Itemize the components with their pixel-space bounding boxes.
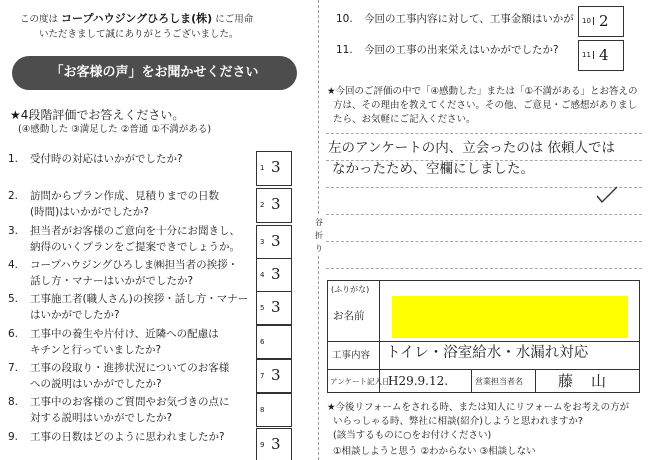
- work-value[interactable]: トイレ・浴室給水・水漏れ対応: [386, 345, 589, 361]
- voice-banner: [12, 56, 297, 90]
- answer-box-number: 11: [582, 51, 594, 59]
- answer-box-number: 4: [260, 271, 265, 279]
- bottom-prompt-options[interactable]: ①相談しようと思う ②わからない ③相談しない: [333, 446, 536, 457]
- answer-box-number: 7: [260, 372, 265, 380]
- question-number: 6.: [8, 328, 19, 340]
- header-company: コープハウジングひろしま(株): [61, 12, 213, 25]
- answer-value: 3: [271, 435, 281, 453]
- header-line2: いただきまして誠にありがとうございました。: [39, 29, 239, 40]
- handwritten-comment-line2[interactable]: なかったため、空欄にしました。: [332, 161, 534, 177]
- answer-box-8[interactable]: [256, 393, 292, 427]
- question-text: 工事施工者(職人さん)の挨拶・話し方・マナー: [30, 293, 249, 305]
- table-divider: [327, 369, 640, 370]
- answer-box-6[interactable]: [256, 325, 292, 359]
- answer-box-4[interactable]: [256, 258, 292, 292]
- answer-box-number: 6: [260, 338, 265, 346]
- fold-mark: 谷 折 り: [315, 218, 323, 253]
- question-number: 8.: [8, 396, 19, 408]
- instructions-title: ★4段階評価でお答えください。: [10, 108, 185, 122]
- bottom-prompt-line1: ★今後リフォームをされる時、または知人にリフォームをお考えの方が: [327, 402, 630, 413]
- comment-prompt-line2: 方は、その理由を教えてください。その他、ご意見・ご感想がありまし: [333, 100, 638, 111]
- answer-box-3[interactable]: [256, 225, 292, 259]
- answer-value: 3: [271, 158, 281, 176]
- date-value[interactable]: H29.9.12.: [388, 374, 449, 388]
- ruled-line: [326, 268, 642, 269]
- work-label: 工事内容: [332, 350, 371, 361]
- answer-box-10[interactable]: [578, 6, 624, 37]
- table-divider: [535, 369, 536, 393]
- answer-box-number: 9: [260, 441, 265, 449]
- banner-title: 「お客様の声」をお聞かせください: [50, 65, 259, 80]
- answer-box-number: 8: [260, 406, 265, 414]
- ruled-line: [326, 241, 642, 242]
- answer-value: 3: [271, 366, 281, 384]
- question-text: 工事中の養生や片付け、近隣への配慮は: [30, 328, 219, 340]
- answer-box-number: 5: [260, 304, 265, 312]
- answer-value: 2: [599, 12, 609, 30]
- question-11-text: 今回の工事の出来栄えはいかがでしたか?: [364, 44, 559, 56]
- comment-prompt-line3: たら、お気軽にご記入ください。: [333, 114, 476, 125]
- question-text-2: (時間)はいかがでしたか?: [30, 206, 149, 218]
- answer-box-1[interactable]: [256, 151, 292, 186]
- answer-box-number: 2: [260, 201, 265, 209]
- header-line1: [20, 13, 253, 25]
- comment-prompt-line1: ★今回のご評価の中で「④感動した」または「①不満がある」とお答えの: [327, 86, 638, 97]
- question-10-number: 10.: [336, 13, 353, 25]
- question-text: 担当者がお客様のご意向を十分にお聞きし、: [30, 225, 240, 237]
- question-text-2: 話し方・マナーはいかがでしたか?: [30, 275, 194, 287]
- answer-box-number: 3: [260, 238, 265, 246]
- header-line1-post: にご用命: [215, 14, 254, 25]
- bottom-prompt-line3: (該当するものに○をお付けください): [333, 430, 492, 441]
- checkmark-icon: [594, 184, 620, 206]
- question-text-2: 納得のいくプランをご提案できでしょうか。: [30, 241, 240, 253]
- question-number: 7.: [8, 362, 19, 374]
- question-text: コープハウジングひろしま㈱担当者の挨拶・: [30, 259, 239, 271]
- bottom-prompt-line2: いらっしゃる時、弊社に相談(紹介)しようと思われますか?: [333, 416, 583, 427]
- answer-box-9[interactable]: [256, 428, 292, 460]
- answer-value: 3: [271, 298, 281, 316]
- question-number: 4.: [8, 259, 19, 271]
- question-text: 工事の日数はどのように思われましたか?: [30, 431, 225, 443]
- answer-box-5[interactable]: [256, 291, 292, 325]
- staff-value[interactable]: 藤山: [558, 372, 625, 390]
- date-label: アンケート記入日: [330, 377, 390, 386]
- question-text-2: キチンと行っていましたか?: [30, 344, 162, 356]
- question-number: 1.: [8, 153, 19, 165]
- question-number: 9.: [8, 431, 19, 443]
- question-10-text: 今回の工事内容に対して、工事金額はいかが: [364, 13, 574, 25]
- question-text: 工事の段取り・進捗状況についてのお客様: [30, 362, 230, 374]
- name-label: お名前: [333, 310, 365, 322]
- table-divider: [471, 369, 472, 393]
- answer-value: 3: [271, 195, 281, 213]
- question-11-number: 11.: [336, 44, 353, 56]
- question-number: 5.: [8, 293, 19, 305]
- furigana-label: (ふりがな): [331, 285, 370, 294]
- answer-value: 3: [271, 232, 281, 250]
- question-text: 工事中のお客様のご質問やお気づきの点に: [30, 396, 230, 408]
- question-text: 受付時の対応はいかがでしたか?: [30, 153, 183, 165]
- answer-value: 3: [271, 265, 281, 283]
- answer-box-11[interactable]: [578, 40, 624, 71]
- answer-box-number: 10: [582, 17, 594, 25]
- instructions-scale: (④感動した ③満足した ②普通 ①不満がある): [18, 124, 212, 135]
- question-number: 3.: [8, 225, 19, 237]
- question-text-2: への説明はいかがでしたか?: [30, 378, 162, 390]
- ruled-line: [326, 133, 642, 134]
- answer-box-number: 1: [260, 164, 265, 172]
- question-number: 2.: [8, 190, 19, 202]
- header-line1-pre: この度は: [20, 14, 59, 25]
- question-text: 訪問からプラン作成、見積りまでの日数: [30, 190, 219, 202]
- question-text-2: はいかがでしたか?: [30, 309, 120, 321]
- answer-box-2[interactable]: [256, 188, 292, 223]
- ruled-line: [326, 214, 642, 215]
- redacted-name-field[interactable]: [392, 296, 628, 338]
- answer-box-7[interactable]: [256, 359, 292, 393]
- answer-value: 4: [599, 46, 609, 64]
- staff-label: 営業担当者名: [475, 377, 523, 386]
- handwritten-comment-line1[interactable]: 左のアンケートの内、立会ったのは 依頼人では: [328, 140, 615, 156]
- table-divider: [327, 341, 640, 342]
- question-text-2: 対する説明はいかがでしたか?: [30, 412, 173, 424]
